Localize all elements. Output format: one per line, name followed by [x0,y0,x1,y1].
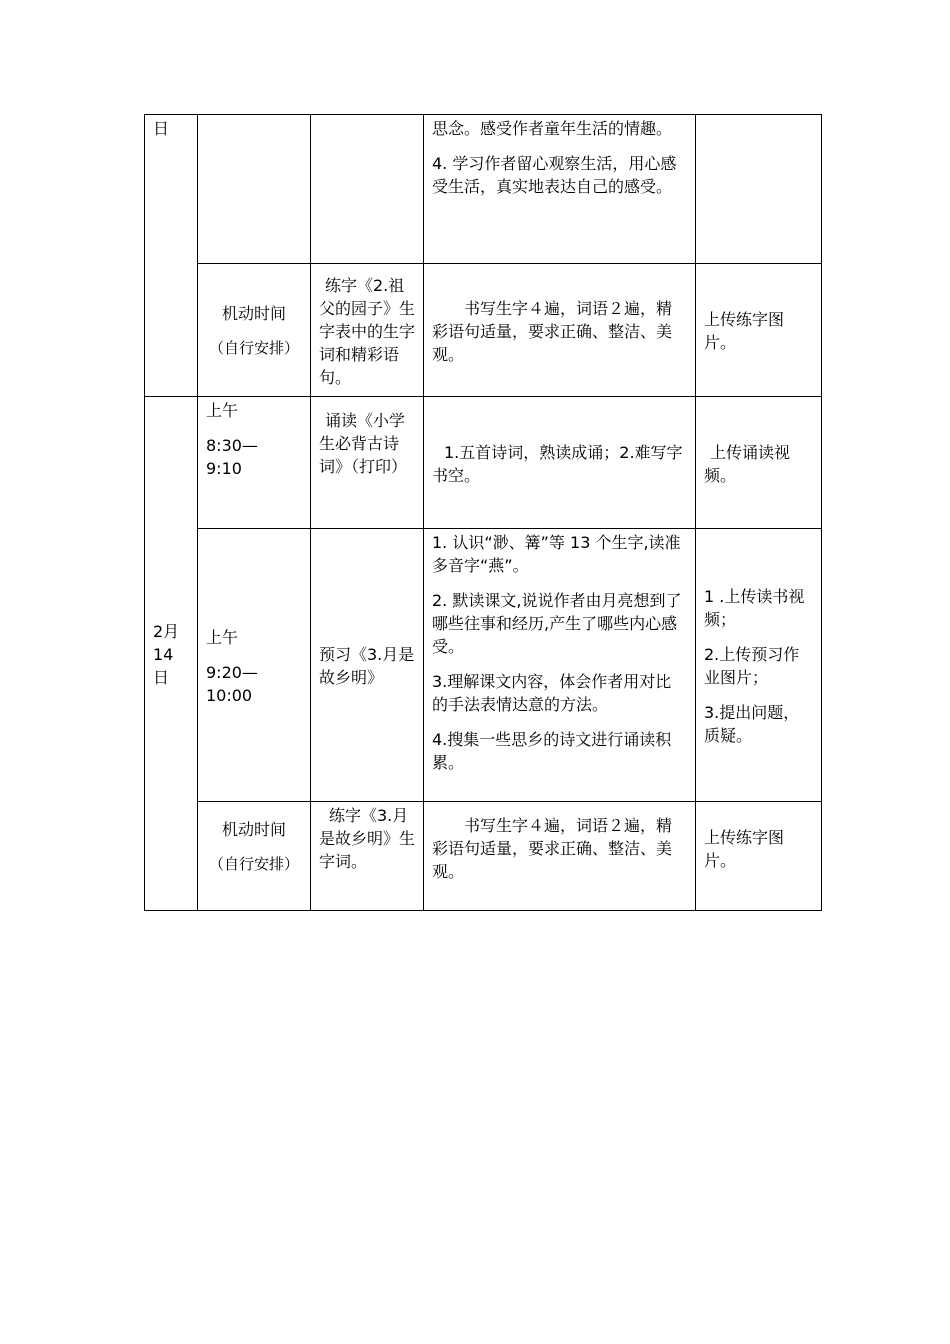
submit-text: 2.上传预习作业图片； [704,645,800,687]
requirements-cell [424,529,696,802]
submit-text: 3.提出问题，质疑。 [704,703,800,745]
task-cell [311,115,424,264]
task-text: 练字《3.月是故乡明》生字词。 [319,806,416,871]
task-text: 预习《3.月是故乡明》 [319,645,415,687]
submit-cell [696,115,822,264]
requirement-text: 思念。感受作者童年生活的情趣。 [432,119,673,138]
submit-cell [696,264,822,397]
submit-text: 上传练字图片。 [704,828,785,870]
date-cell [145,397,198,911]
time-label: 上午 [206,401,239,420]
time-label: 上午 [206,627,239,647]
submit-cell [696,529,822,802]
requirement-text: 2. 默读课文,说说作者由月亮想到了哪些往事和经历,产生了哪些内心感受。 [432,591,682,656]
requirement-text: 4.搜集一些思乡的诗文进行诵读积累。 [432,730,672,772]
time-range: 9:20—10:00 [206,662,258,705]
time-label: 机动时间 [221,304,286,323]
task-cell [311,397,424,529]
time-cell [198,264,311,397]
submit-text: 上传练字图片。 [704,310,785,352]
time-cell [198,802,311,911]
requirements-cell [424,115,696,264]
table-row [145,115,822,264]
submit-text: 上传诵读视频。 [704,442,791,485]
time-note: （自行安排） [208,339,299,357]
task-text: 练字《2.祖父的园子》生字表中的生字词和精彩语句。 [319,275,416,387]
requirement-text: 书写生字４遍，词语２遍，精彩语句适量，要求正确、整洁、美观。 [432,816,673,881]
time-cell [198,397,311,529]
task-cell [311,529,424,802]
task-text: 诵读《小学生必背古诗词》（打印） [319,411,408,476]
time-cell [198,529,311,802]
submit-cell [696,397,822,529]
requirement-text: 3.理解课文内容，体会作者用对比的手法表情达意的方法。 [432,672,672,714]
requirement-text: 1. 认识“渺、篝”等 13 个生字,读准多音字“燕”。 [432,533,681,575]
requirement-text: 1.五首诗词，熟读成诵；2.难写字书空。 [432,442,683,485]
table-row [145,529,822,802]
date-cell [145,115,198,397]
time-label: 机动时间 [221,820,286,839]
requirements-cell [424,802,696,911]
submit-text: 1 .上传读书视频； [704,587,805,629]
task-cell [311,802,424,911]
schedule-table [144,114,822,911]
time-range: 8:30—9:10 [206,436,258,478]
time-note: （自行安排） [208,855,299,873]
date-text: 2月14日 [153,622,180,687]
table-row [145,397,822,529]
requirements-cell [424,264,696,397]
submit-cell [696,802,822,911]
requirement-text: 4. 学习作者留心观察生活，用心感受生活，真实地表达自己的感受。 [432,154,677,196]
requirement-text: 书写生字４遍，词语２遍，精彩语句适量，要求正确、整洁、美观。 [432,298,673,364]
requirements-cell [424,397,696,529]
task-cell [311,264,424,397]
time-cell [198,115,311,264]
table-row [145,264,822,397]
date-text: 日 [153,119,170,138]
table-row [145,802,822,911]
